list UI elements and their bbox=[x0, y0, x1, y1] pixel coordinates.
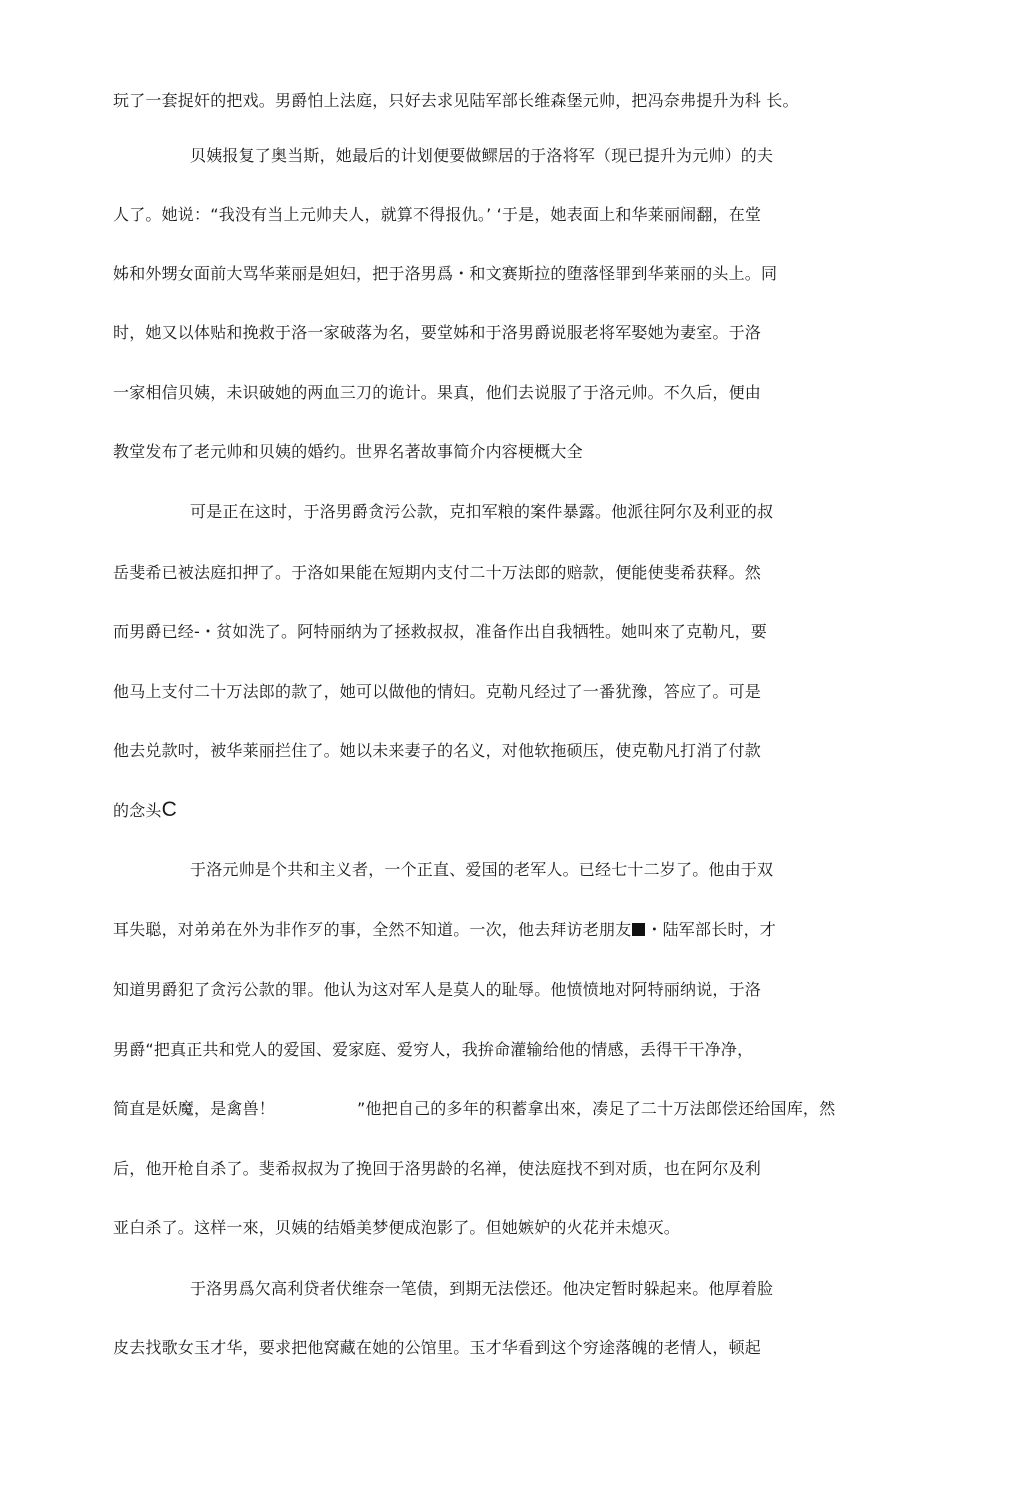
text-fragment: ・陆军部长时，才 bbox=[646, 920, 777, 939]
text-line: 玩了一套捉奸的把戏。男爵怕上法庭，只好去求见陆军部长维森堡元帅，把冯奈弗提升为科 长。 bbox=[113, 91, 799, 110]
text-line: 知道男爵犯了贪污公款的罪。他认为这对军人是莫人的耻辱。他愤愤地对阿特丽纳说，于洛 bbox=[113, 980, 762, 999]
paragraph-first-line: 于洛男爲欠高利贷者伏维奈一笔债，到期无法偿还。他决定暂时躲起来。他厚着脸 bbox=[190, 1279, 774, 1298]
text-line: 时，她又以体贴和挽救于洛一家破落为名，要堂姊和于洛男爵说服老将军娶她为妻室。于洛 bbox=[113, 323, 762, 342]
text-fragment: 的念头 bbox=[113, 801, 162, 820]
text-line: 人了。她说：“我没有当上元帅夫人，就算不得报仇。’ ‘于是，她表面上和华莱丽闹翻，在堂 bbox=[113, 205, 762, 224]
text-line: 教堂发布了老元帅和贝姨的婚约。世界名著故事简介内容梗概大全 bbox=[113, 442, 583, 461]
text-line: 姊和外甥女面前大骂华莱丽是妲妇，把于洛男爲・和文赛斯拉的堕落怪罪到华莱丽的头上。同 bbox=[113, 264, 778, 283]
text-line: 后，他开枪自杀了。斐希叔叔为了挽回于洛男龄的名禅，使法庭找不到对质，也在阿尔及利 bbox=[113, 1159, 762, 1178]
paragraph-first-line: 贝姨报复了奥当斯，她最后的计划便要做鳏居的于洛将军（现已提升为元帅）的夫 bbox=[190, 146, 774, 165]
text-line: 他去兑款吋，被华莱丽拦住了。她以未来妻子的名义，对他软拖硕压，使克勒凡打消了付款 bbox=[113, 741, 762, 760]
text-fragment: ”他把自己的多年的积蓄拿出來，凑足了二十万法郎偿还给国库，然 bbox=[357, 1099, 836, 1118]
text-line: 一家相信贝姨，未识破她的两血三刀的诡计。果真，他们去说服了于洛元帅。不久后，便由 bbox=[113, 383, 762, 402]
text-line bbox=[113, 1098, 835, 1120]
text-line: 他马上支付二十万法郎的款了，她可以做他的情妇。克勒凡经过了一番犹豫，答应了。可是 bbox=[113, 682, 762, 701]
text-line: 皮去找歌女玉才华，要求把他窝藏在她的公馆里。玉才华看到这个穷途落魄的老情人，顿起 bbox=[113, 1338, 762, 1357]
paragraph-first-line: 于洛元帅是个共和主义者，一个正直、爱国的老军人。已经七十二岁了。他由于双 bbox=[190, 860, 774, 879]
stray-mark: C bbox=[161, 798, 177, 821]
text-fragment: 简直是妖魔，是禽兽！ bbox=[113, 1099, 276, 1118]
text-line bbox=[113, 919, 776, 941]
text-line: 而男爵已经-・贫如洗了。阿特丽纳为了拯救叔叔，准备作出自我牺牲。她叫來了克勒凡，要 bbox=[113, 622, 767, 641]
text-line: 岳斐希已被法庭扣押了。于洛如果能在短期内支付二十万法郎的赔款，便能使斐希获释。然 bbox=[113, 563, 762, 582]
text-fragment: 耳失聪，对弟弟在外为非作歹的事，全然不知道。一次，他去拜访老朋友 bbox=[113, 920, 632, 939]
text-line: 亚白杀了。这样一來，贝姨的结婚美梦便成泡影了。但她嫉妒的火花并未熄灭。 bbox=[113, 1218, 681, 1237]
text-line: 男爵“把真正共和党人的爱国、爱家庭、爱穷人，我拚命灌输给他的情感，丢得干干净净， bbox=[113, 1040, 754, 1059]
text-line bbox=[113, 799, 177, 822]
paragraph-first-line: 可是正在这时，于洛男爵贪污公款，克扣军粮的案件暴露。他派往阿尔及利亚的叔 bbox=[190, 502, 774, 521]
redaction-block bbox=[632, 923, 645, 936]
